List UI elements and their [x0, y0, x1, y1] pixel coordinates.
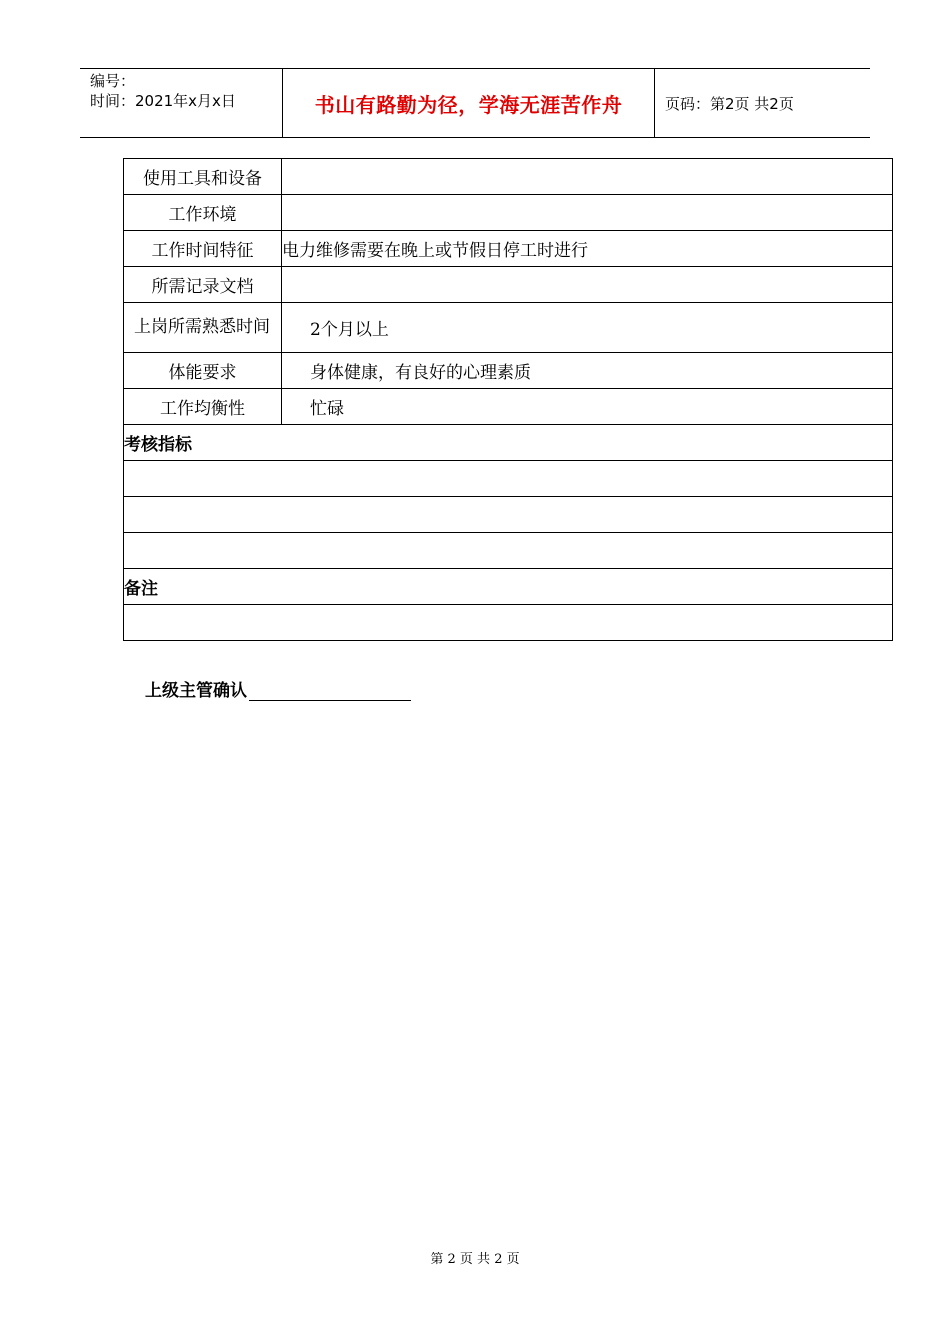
job-spec-table	[123, 158, 893, 641]
row-label: 工作时间特征	[124, 231, 282, 267]
kpi-blank-row	[124, 497, 893, 533]
blank-cell	[124, 461, 893, 497]
header-motto-cell	[282, 69, 655, 137]
row-label: 工作均衡性	[124, 389, 282, 425]
row-value: 电力维修需要在晚上或节假日停工时进行	[282, 231, 893, 267]
number-label: 编号：	[90, 72, 136, 90]
blank-cell	[124, 533, 893, 569]
page-footer: 第 2 页 共 2 页	[430, 1252, 520, 1267]
kpi-section-title: 考核指标	[124, 425, 893, 461]
table-row	[124, 159, 893, 195]
section-header-row	[124, 425, 893, 461]
row-value	[282, 159, 893, 195]
confirm-label: 上级主管确认	[145, 681, 247, 701]
table-row	[124, 231, 893, 267]
row-label: 工作环境	[124, 195, 282, 231]
kpi-blank-row	[124, 533, 893, 569]
row-label: 使用工具和设备	[124, 159, 282, 195]
page-info-text: 页码：第2页 共2页	[665, 94, 794, 113]
table-row	[124, 303, 893, 353]
table-row	[124, 195, 893, 231]
section-header-row	[124, 569, 893, 605]
header-meta	[80, 69, 282, 137]
row-value: 身体健康，有良好的心理素质	[282, 353, 893, 389]
page-header	[80, 68, 870, 138]
blank-cell	[124, 497, 893, 533]
table-row	[124, 353, 893, 389]
date-label: 时间：2021年x月x日	[90, 92, 236, 110]
table-row	[124, 267, 893, 303]
header-page-info	[655, 69, 870, 137]
row-label: 所需记录文档	[124, 267, 282, 303]
row-label: 上岗所需熟悉时间	[124, 303, 282, 353]
table-row	[124, 389, 893, 425]
row-value	[282, 195, 893, 231]
signature-line[interactable]	[249, 682, 411, 701]
remarks-section-title: 备注	[124, 569, 893, 605]
blank-cell	[124, 605, 893, 641]
row-value: 2个月以上	[282, 303, 893, 353]
remarks-blank-row	[124, 605, 893, 641]
row-label: 体能要求	[124, 353, 282, 389]
kpi-blank-row	[124, 461, 893, 497]
supervisor-confirm	[145, 676, 411, 701]
row-value	[282, 267, 893, 303]
motto-text: 书山有路勤为径，学海无涯苦作舟	[314, 92, 623, 117]
row-value: 忙碌	[282, 389, 893, 425]
